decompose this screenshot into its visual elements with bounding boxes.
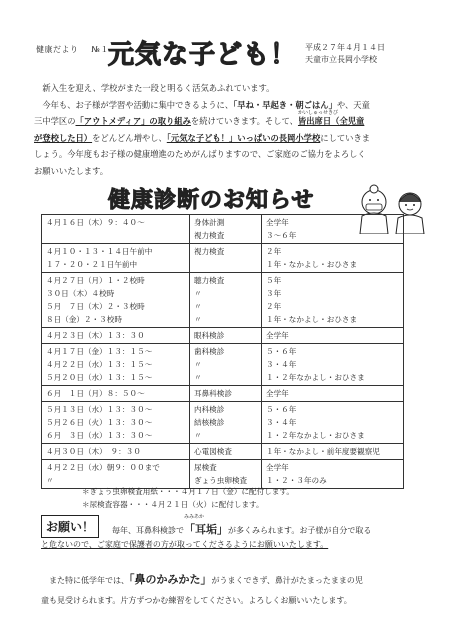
schedule-target-cell	[262, 244, 404, 273]
schedule-cell-line: 視力検査	[194, 247, 225, 256]
request-paragraph-2	[41, 570, 431, 611]
schedule-cell-line: ４月２２日（水）１３：１５〜	[46, 360, 153, 369]
schedule-cell-line: ４月１７日（金）１３：１５〜	[46, 347, 153, 356]
schedule-cell-line: ５月２０日（水）１３：１５〜	[46, 373, 153, 382]
schedule-date-cell	[42, 344, 190, 386]
schedule-cell-line: 〃	[194, 373, 202, 382]
schedule-cell-line: ２年	[266, 302, 282, 311]
intro-line-5: しょう。今年度もお子様の健康増進のためがんばりますので、ご家庭のご協力をよろしく	[34, 149, 366, 159]
schedule-row	[42, 344, 404, 386]
notes	[82, 485, 294, 511]
schedule-cell-line: ２年	[266, 247, 282, 256]
schedule-cell-line: 眼科検診	[194, 331, 225, 340]
schedule-target-cell	[262, 328, 404, 344]
schedule-cell-line: ４月２２日（水）朝９：００まで	[46, 463, 160, 472]
note-item: ＊尿検査容器・・・４月２１日（火）に配付します。	[82, 500, 264, 509]
schedule-cell-line: ３年	[266, 289, 282, 298]
request-line-1: 毎年、耳鼻科検診で みみあか 「耳垢」が多くみられます。お子様が自分で取る	[112, 514, 372, 536]
schedule-cell-line: １年・なかよし・前年度要観察児	[266, 447, 380, 456]
request-label: お願い！	[41, 515, 99, 538]
schedule-cell-line: 〃	[194, 289, 202, 298]
intro-text	[34, 80, 424, 179]
schedule-target-cell	[262, 344, 404, 386]
schedule-cell-line: 歯科検診	[194, 347, 225, 356]
schedule-exam-cell	[190, 386, 262, 402]
newsletter-number: №１	[91, 45, 109, 54]
intro-line-3: 三中学区の「アウトメディア」の取り組みを続けていきます。そして、 かいしゅっせきび 皆出席日（全児童	[34, 110, 365, 126]
schedule-exam-cell	[190, 444, 262, 460]
schedule-date-cell	[42, 402, 190, 444]
schedule-cell-line: 全学年	[266, 463, 289, 472]
schedule-date-cell	[42, 328, 190, 344]
schedule-cell-line: ６月 １日（月）８：５０〜	[46, 389, 145, 398]
schedule-cell-line: １年・なかよし・おひさま	[266, 260, 358, 269]
schedule-target-cell	[262, 444, 404, 460]
schedule-cell-line: １７・２０・２１日午前中	[46, 260, 138, 269]
schedule-date-cell	[42, 444, 190, 460]
request-line-4: 童も見受けられます。片方ずつかむ練習をしてください。よろしくお願いいたします。	[41, 596, 352, 605]
schedule-cell-line: ８日（金）２・３校時	[46, 315, 122, 324]
request-line-2: と危ないので、ご家庭で保護者の方が取ってくださるようにお願いいたします。	[41, 540, 329, 549]
schedule-cell-line: ３・４年	[266, 360, 297, 369]
schedule-cell-line: 結核検診	[194, 418, 225, 427]
schedule-cell-line: ５月１３日（水）１３：３０〜	[46, 405, 153, 414]
schedule-date-cell	[42, 386, 190, 402]
schedule-cell-line: ４月１０・１３・１４日午前中	[46, 247, 153, 256]
schedule-exam-cell	[190, 402, 262, 444]
schedule-exam-cell	[190, 244, 262, 273]
schedule-cell-line: 内科検診	[194, 405, 225, 414]
newsletter-header	[36, 44, 119, 55]
schedule-cell-line: 全学年	[266, 331, 289, 340]
schedule-cell-line: １年・なかよし・おひさま	[266, 315, 358, 324]
intro-line-4: が登校した日）をどんどん増やし、「元気な子ども！」いっぱいの長岡小学校にしていきま	[34, 132, 371, 143]
schedule-target-cell	[262, 273, 404, 328]
schedule-row	[42, 444, 404, 460]
schedule-cell-line: ５月２６日（火）１３：３０〜	[46, 418, 153, 427]
intro-line-1: 新入生を迎え、学校がまた一段と明るく活気あふれています。	[42, 83, 275, 93]
schedule-date-cell	[42, 244, 190, 273]
schedule-cell-line: １・２年なかよし・おひさま	[266, 373, 365, 382]
schedule-row	[42, 328, 404, 344]
schedule-cell-line: 心電図検査	[194, 447, 232, 456]
request-line-3: また特に低学年では、「鼻のかみかた」がうまくできず、鼻汁がたまったままの児	[49, 573, 363, 586]
schedule-cell-line: 〃	[194, 302, 202, 311]
schedule-cell-line: ５月 ７日（木）２・３校時	[46, 302, 145, 311]
schedule-row	[42, 273, 404, 328]
schedule-cell-line: １・２年なかよし・おひさま	[266, 431, 365, 440]
schedule-cell-line: ４月３０日（木） ９：３０	[46, 447, 141, 456]
issue-date: 平成２７年４月１４日	[305, 43, 385, 52]
schedule-date-cell	[42, 273, 190, 328]
schedule-cell-line: 〃	[194, 360, 202, 369]
schedule-cell-line: ６月 ３日（水）１３：３０〜	[46, 431, 153, 440]
schedule-row	[42, 402, 404, 444]
schedule-cell-line: ３０日（木）４校時	[46, 289, 115, 298]
health-checkup-schedule-table	[41, 214, 404, 489]
schedule-cell-line: ４月２３日（木）１３：３０	[46, 331, 145, 340]
schedule-cell-line: 〃	[194, 315, 202, 324]
schedule-target-cell	[262, 215, 404, 244]
schedule-cell-line: ５・６年	[266, 347, 297, 356]
schedule-cell-line: １・２・３年のみ	[266, 476, 327, 485]
issue-info	[305, 42, 385, 66]
schedule-cell-line: ぎょう虫卵検査	[194, 476, 248, 485]
intro-line-2: 今年も、お子様が学習や活動に集中できるように、「早ね・早起き・朝ごはん」や、天童	[42, 99, 370, 110]
schedule-cell-line: 〃	[46, 476, 54, 485]
newsletter-label: 健康だより	[36, 45, 79, 54]
schedule-exam-cell	[190, 215, 262, 244]
schedule-cell-line: ４月１６日（木）９：４０〜	[46, 218, 145, 227]
schedule-target-cell	[262, 402, 404, 444]
schedule-cell-line: 聴力検査	[194, 276, 225, 285]
schedule-exam-cell	[190, 328, 262, 344]
schedule-cell-line: 視力検査	[194, 231, 225, 240]
schedule-cell-line: ５・６年	[266, 405, 297, 414]
schedule-target-cell	[262, 386, 404, 402]
schedule-cell-line: 耳鼻科検診	[194, 389, 232, 398]
schedule-date-cell	[42, 215, 190, 244]
schedule-exam-cell	[190, 273, 262, 328]
school-name: 天童市立長岡小学校	[305, 55, 377, 64]
note-item: ＊ぎょう虫卵検査用紙・・・４月１７日（金）に配付します。	[82, 487, 295, 496]
schedule-row	[42, 244, 404, 273]
schedule-cell-line: 〃	[194, 431, 202, 440]
schedule-cell-line: ３〜６年	[266, 231, 297, 240]
intro-line-6: お願いいたします。	[34, 165, 109, 176]
schedule-cell-line: 全学年	[266, 218, 289, 227]
schedule-cell-line: 尿検査	[194, 463, 217, 472]
schedule-cell-line: ５年	[266, 276, 282, 285]
schedule-cell-line: 身体計測	[194, 218, 225, 227]
schedule-row	[42, 215, 404, 244]
schedule-cell-line: 全学年	[266, 389, 289, 398]
section-title: 健康診断のお知らせ	[108, 188, 315, 213]
schedule-row	[42, 386, 404, 402]
newsletter-title: 元気な子ども！	[108, 40, 298, 70]
schedule-cell-line: ３・４年	[266, 418, 297, 427]
schedule-exam-cell	[190, 344, 262, 386]
schedule-cell-line: ４月２７日（月）１・２校時	[46, 276, 145, 285]
